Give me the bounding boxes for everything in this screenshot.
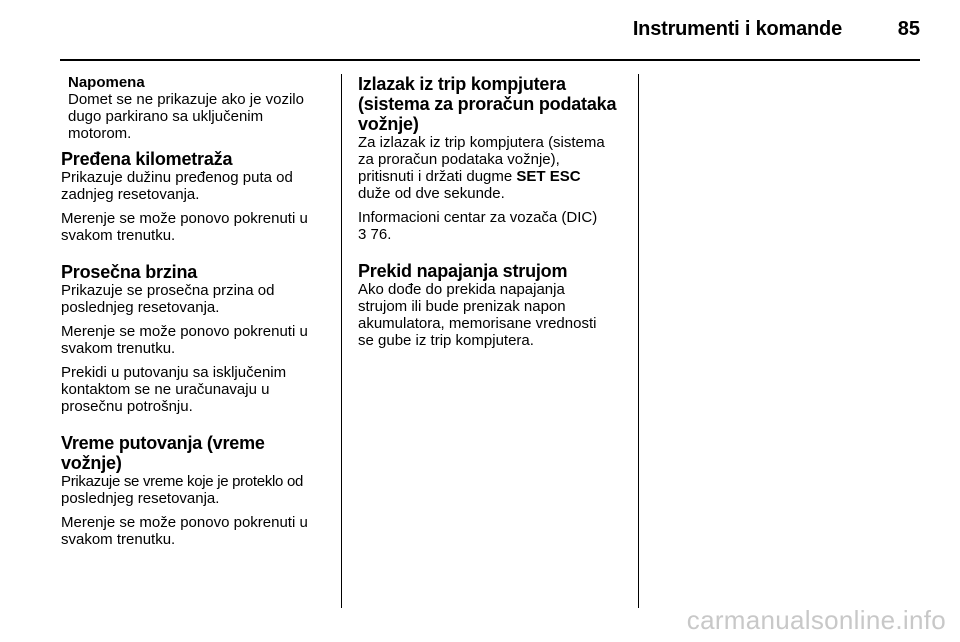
- page-reference-icon: 3: [358, 226, 367, 243]
- section-heading: (sistema za proračun podataka: [358, 94, 617, 114]
- section-heading: vožnje): [358, 114, 419, 134]
- inline-text: pritisnuti i držati dugme: [358, 168, 513, 185]
- paragraph-line: strujom ili bude prenizak napon: [358, 298, 566, 315]
- section-heading: Vreme putovanja (vreme: [61, 433, 265, 453]
- paragraph-line: Ako dođe do prekida napajanja: [358, 281, 565, 298]
- paragraph-line: Merenje se može ponovo pokrenuti u: [61, 210, 308, 227]
- header-title: Instrumenti i komande: [632, 18, 842, 40]
- paragraph-line: se gube iz trip kompjutera.: [358, 332, 534, 349]
- section-heading: Prosečna brzina: [61, 262, 198, 282]
- button-label-set-esc: SET ESC: [516, 168, 581, 185]
- paragraph-line: zadnjeg resetovanja.: [61, 186, 200, 203]
- note-line: dugo parkirano sa uključenim: [68, 108, 264, 125]
- paragraph-line: Prikazuje se vreme koje je proteklo od: [61, 473, 304, 490]
- watermark: carmanualsonline.info: [686, 605, 946, 635]
- paragraph-line: svakom trenutku.: [61, 340, 176, 357]
- header-rule: [60, 59, 920, 61]
- paragraph-line: duže od dve sekunde.: [358, 185, 505, 202]
- paragraph-line: Merenje se može ponovo pokrenuti u: [61, 514, 308, 531]
- paragraph-line: kontaktom se ne uračunavaju u: [61, 381, 270, 398]
- column-divider-1: [341, 74, 342, 608]
- section-heading: Prekid napajanja strujom: [358, 261, 568, 281]
- section-heading: Pređena kilometraža: [61, 149, 233, 169]
- note-line: Domet se ne prikazuje ako je vozilo: [68, 91, 304, 108]
- note-box: [61, 74, 333, 142]
- page-reference-link[interactable]: 76.: [370, 226, 392, 243]
- column-divider-2: [638, 74, 639, 608]
- note-title: Napomena: [68, 74, 145, 91]
- note-line: motorom.: [68, 125, 132, 142]
- paragraph-line: poslednjeg resetovanja.: [61, 490, 220, 507]
- paragraph-line: Merenje se može ponovo pokrenuti u: [61, 323, 308, 340]
- paragraph-line: Prikazuje se prosečna przina od: [61, 282, 275, 299]
- paragraph-line: za proračun podataka vožnje),: [358, 151, 560, 168]
- paragraph-line: [358, 226, 630, 243]
- paragraph-line: svakom trenutku.: [61, 227, 176, 244]
- paragraph-line: [358, 168, 630, 185]
- paragraph-line: poslednjeg resetovanja.: [61, 299, 220, 316]
- paragraph-line: Informacioni centar za vozača (DIC): [358, 209, 598, 226]
- section-heading: vožnje): [61, 453, 122, 473]
- right-column: [358, 74, 630, 349]
- paragraph-line: prosečnu potrošnju.: [61, 398, 193, 415]
- section-heading: Izlazak iz trip kompjutera: [358, 74, 566, 94]
- page-number: 85: [897, 18, 920, 40]
- paragraph-line: Prekidi u putovanju sa isključenim: [61, 364, 287, 381]
- paragraph-line: Prikazuje dužinu pređenog puta od: [61, 169, 293, 186]
- paragraph-line: akumulatora, memorisane vrednosti: [358, 315, 597, 332]
- paragraph-line: Za izlazak iz trip kompjutera (sistema: [358, 134, 605, 151]
- paragraph-line: svakom trenutku.: [61, 531, 176, 548]
- left-column: [61, 74, 333, 548]
